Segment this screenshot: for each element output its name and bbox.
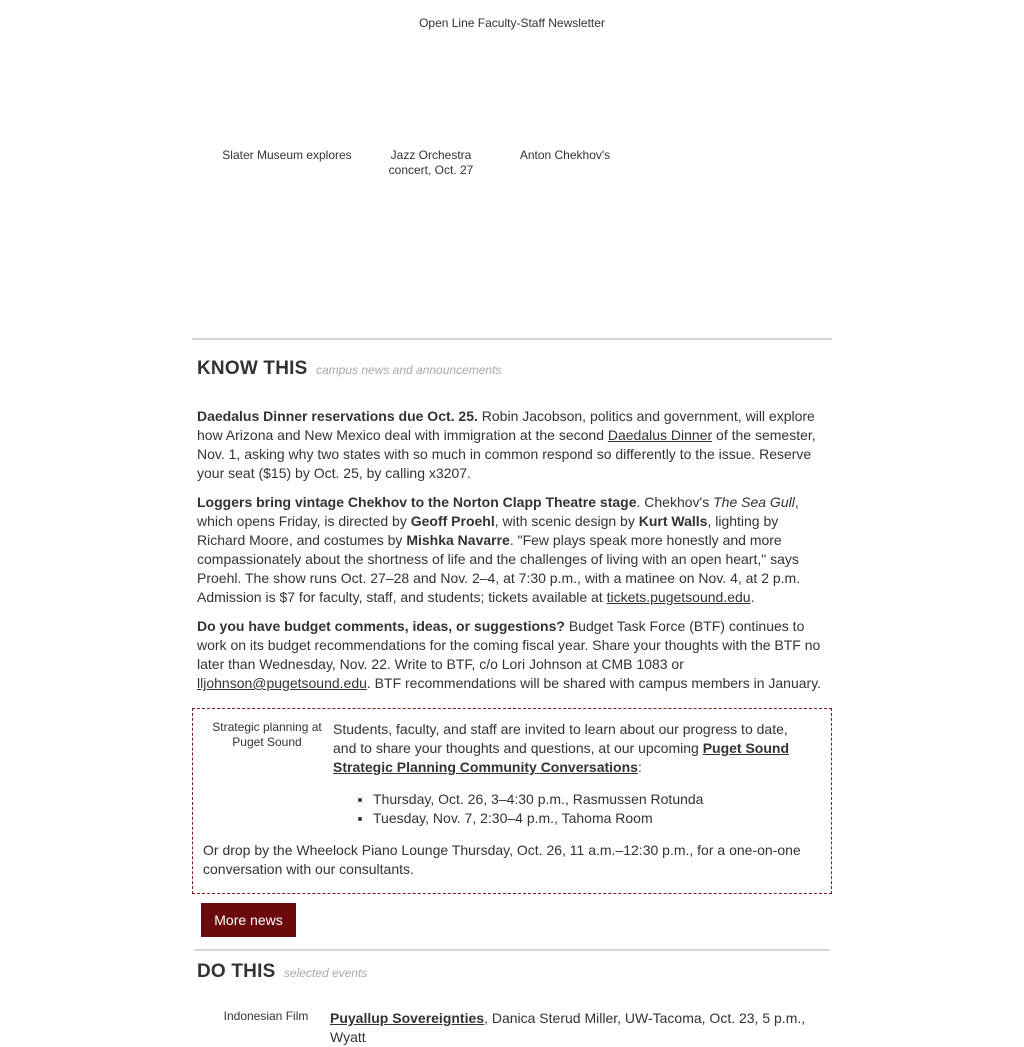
tickets-link[interactable]: tickets.pugetsound.edu: [606, 589, 751, 605]
email-link[interactable]: lljohnson@pugetsound.edu: [197, 675, 367, 691]
callout-intro-text: Students, faculty, and staff are invited to learn about our progress to date, and to share your thoughts and questions, at our upcoming: [333, 721, 788, 756]
session-item: • Tuesday, Nov. 7, 2:30–4 p.m., Tahoma Room: [373, 809, 813, 828]
event-details: , Danica Sterud Miller, UW-Tacoma, Oct. 23, 5 p.m., Wyatt: [330, 1010, 806, 1045]
event-image[interactable]: [200, 1009, 316, 1024]
thumbnail-chekhov[interactable]: [502, 148, 620, 163]
section-divider: [192, 338, 832, 340]
thumbnail-alt-text: Jazz Orchestra concert, Oct. 27: [388, 148, 474, 177]
news-item-text: of the semester, Nov. 1, asking why two states with so much in common respond so differently to the issue. Reserve your seat ($15) by Oct. 25, by calling x3207.: [197, 427, 816, 481]
news-item-lead: Loggers bring vintage Chekhov to the Norton Clapp Theatre stage: [197, 494, 637, 510]
news-item-lead: Daedalus Dinner reservations due Oct. 25.: [197, 408, 478, 424]
news-item-text: , lighting by Richard Moore, and costumes by: [197, 513, 779, 548]
news-item-lead: Do you have budget comments, ideas, or suggestions?: [197, 618, 565, 634]
news-item-text: . Chekhov's: [636, 494, 714, 510]
strategic-planning-callout: [192, 708, 832, 894]
callout-intro: [333, 720, 813, 777]
section-divider: [194, 949, 830, 951]
newsletter-banner-image: [192, 15, 832, 35]
news-item-text: , which opens Friday, is directed by: [197, 494, 799, 529]
news-item-daedalus: [197, 407, 829, 483]
know-this-heading: [197, 358, 501, 380]
news-item-text: Robin Jacobson, politics and government, will explore how Arizona and New Mexico deal with immigration at the second: [197, 408, 815, 443]
session-item: • Thursday, Oct. 26, 3–4:30 p.m., Rasmussen Rotunda: [373, 790, 813, 809]
session-list: [333, 790, 813, 828]
news-item-chekhov: [197, 493, 829, 607]
do-this-subtitle: selected events: [283, 966, 368, 980]
designer-name: Kurt Walls: [638, 513, 708, 529]
play-title: The Sea Gull: [713, 494, 795, 510]
event-image-alt: Indonesian Film: [223, 1009, 309, 1023]
thumbnail-slater-museum[interactable]: [207, 148, 357, 163]
community-conversations-link[interactable]: Puget Sound Strategic Planning Community Conversations: [333, 740, 790, 775]
callout-intro-end: :: [637, 759, 642, 775]
strategic-planning-image: [203, 720, 323, 750]
more-news-button[interactable]: More news: [201, 903, 296, 937]
thumbnail-alt-text: Anton Chekhov's: [519, 148, 611, 162]
news-item-text: Budget Task Force (BTF) continues to work on its budget recommendations for the coming fiscal year. Share your thoughts with the BTF no later than Wednesday, Nov. 22. Write to BTF, c/o Lori Johnson at CMB 1083 or: [197, 618, 821, 672]
do-this-heading: [197, 961, 367, 983]
thumbnail-jazz-orchestra[interactable]: [365, 148, 495, 178]
news-item-text: . BTF recommendations will be shared with campus members in January.: [366, 675, 822, 691]
event-title-link[interactable]: Puyallup Sovereignties: [330, 1010, 485, 1026]
drop-in-text: Or drop by the Wheelock Piano Lounge Thursday, Oct. 26, 11 a.m.–12:30 p.m., for a one-on-one conversation with our consultants.: [203, 842, 801, 877]
banner-alt-text: Open Line Faculty-Staff Newsletter: [419, 16, 605, 30]
thumbnail-alt-text: Slater Museum explores: [222, 148, 352, 162]
know-this-subtitle: campus news and announcements: [315, 363, 502, 377]
news-item-text: .: [750, 589, 755, 605]
costumer-name: Mishka Navarre: [406, 532, 510, 548]
news-item-text: . "Few plays speak more honestly and more compassionately about the shortness of life and the challenges of living with an open heart," says Proehl. The show runs Oct. 27–28 and Nov. 2–4, at 7:30 p.m., with a matinee on Nov. 4, at 2 p.m. Admission is $7 for faculty, staff, and students; tickets available at: [197, 532, 801, 605]
know-this-title: KNOW THIS: [197, 358, 308, 379]
event-item: [330, 1009, 830, 1047]
daedalus-dinner-link[interactable]: Daedalus Dinner: [607, 427, 713, 443]
image-alt-text: Strategic planning at Puget Sound: [212, 720, 322, 749]
news-item-text: , with scenic design by: [494, 513, 639, 529]
do-this-title: DO THIS: [197, 961, 276, 982]
director-name: Geoff Proehl: [410, 513, 495, 529]
news-item-budget: [197, 617, 829, 693]
